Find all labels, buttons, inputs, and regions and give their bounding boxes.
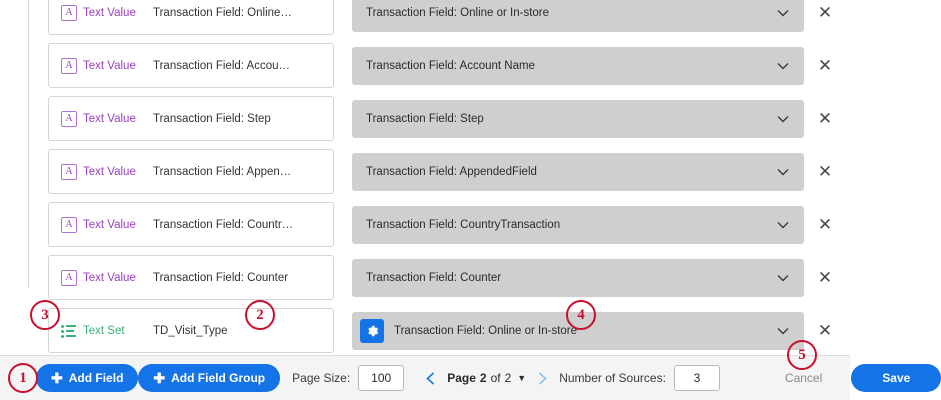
previous-page-icon[interactable] (426, 372, 435, 385)
field-definition-card[interactable] (48, 202, 334, 247)
field-name-label: Transaction Field: Online… (153, 6, 292, 19)
field-type-label: Text Value (83, 165, 136, 178)
mapping-value: Transaction Field: AppendedField (366, 165, 537, 178)
text-set-icon (61, 323, 77, 339)
mapping-dropdown[interactable] (352, 206, 804, 244)
sources-label: Number of Sources: (559, 371, 666, 385)
page-word: Page (447, 371, 476, 385)
text-value-icon: A (61, 270, 77, 286)
mapping-dropdown[interactable] (352, 0, 804, 32)
field-type (49, 5, 153, 21)
field-definition-card[interactable] (48, 0, 334, 35)
field-type (49, 217, 153, 233)
mapping-dropdown[interactable] (352, 259, 804, 297)
field-type (49, 58, 153, 74)
field-type-label: Text Value (83, 59, 136, 72)
chevron-down-icon[interactable] (772, 62, 794, 70)
table-row[interactable] (0, 39, 850, 92)
table-row[interactable] (0, 145, 850, 198)
annotation-marker-4: 4 (566, 300, 596, 330)
field-type-label: Text Value (83, 6, 136, 19)
field-type (49, 164, 153, 180)
plus-icon: ✚ (51, 370, 63, 386)
chevron-down-icon[interactable] (772, 115, 794, 123)
annotation-marker-3: 3 (30, 300, 60, 330)
field-type (49, 111, 153, 127)
page-size-input[interactable] (358, 365, 404, 391)
table-row[interactable] (0, 0, 850, 39)
field-name-label: Transaction Field: Step (153, 112, 271, 125)
mapping-value: Transaction Field: Step (366, 112, 484, 125)
chevron-down-icon[interactable] (772, 9, 794, 17)
chevron-down-icon[interactable] (772, 274, 794, 282)
field-definition-card[interactable] (48, 255, 334, 300)
annotation-marker-1: 1 (8, 363, 38, 393)
mapping-value: Transaction Field: Online or In-store (366, 6, 550, 19)
mapping-value: Transaction Field: CountryTransaction (366, 218, 561, 231)
table-row[interactable] (0, 304, 850, 357)
field-type (49, 323, 153, 339)
add-field-group-button[interactable] (138, 364, 280, 392)
field-type (49, 270, 153, 286)
text-value-icon: A (61, 217, 77, 233)
remove-row-button[interactable]: ✕ (817, 321, 833, 340)
text-value-icon: A (61, 164, 77, 180)
chevron-down-icon[interactable] (772, 168, 794, 176)
remove-row-button[interactable]: ✕ (817, 162, 833, 181)
field-name-label: Transaction Field: Accou… (153, 59, 290, 72)
remove-row-button[interactable]: ✕ (817, 109, 833, 128)
chevron-down-icon[interactable] (772, 221, 794, 229)
add-field-group-label: Add Field Group (171, 371, 266, 385)
remove-row-button[interactable]: ✕ (817, 56, 833, 75)
remove-row-button[interactable]: ✕ (817, 3, 833, 22)
plus-icon: ✚ (153, 370, 166, 386)
page-total: 2 (504, 371, 512, 385)
gear-icon[interactable] (360, 319, 384, 343)
page-current: 2 (479, 371, 487, 385)
table-row[interactable] (0, 198, 850, 251)
field-name-label: Transaction Field: Counter (153, 271, 289, 284)
remove-row-button[interactable]: ✕ (817, 268, 833, 287)
field-definition-card[interactable] (48, 96, 334, 141)
table-row[interactable] (0, 251, 850, 304)
field-name-label: Transaction Field: Appen… (153, 165, 292, 178)
mapping-value: Transaction Field: Counter (366, 271, 502, 284)
footer-toolbar (0, 355, 911, 400)
save-button[interactable]: Save (851, 364, 941, 392)
remove-row-button[interactable]: ✕ (817, 215, 833, 234)
mapping-dropdown[interactable] (352, 100, 804, 138)
mapping-dropdown[interactable] (352, 153, 804, 191)
annotation-marker-5: 5 (787, 340, 817, 370)
cancel-button[interactable]: Cancel (768, 364, 839, 392)
chevron-down-icon[interactable]: ▼ (517, 373, 527, 383)
annotation-marker-2: 2 (245, 300, 275, 330)
add-field-button[interactable] (36, 364, 138, 392)
field-type-label: Text Value (83, 112, 136, 125)
field-type-label: Text Set (83, 324, 125, 337)
mapping-value: Transaction Field: Online or In-store (394, 324, 578, 337)
field-definition-card[interactable] (48, 149, 334, 194)
field-definition-card[interactable] (48, 43, 334, 88)
mapping-value: Transaction Field: Account Name (366, 59, 535, 72)
text-value-icon: A (61, 58, 77, 74)
field-definition-card[interactable] (48, 308, 334, 353)
field-name-label: TD_Visit_Type (153, 324, 228, 337)
field-name-label: Transaction Field: Countr… (153, 218, 294, 231)
mapping-dropdown[interactable] (352, 47, 804, 85)
page-indicator[interactable] (447, 371, 526, 385)
field-type-label: Text Value (83, 218, 136, 231)
page-size-label: Page Size: (292, 371, 351, 385)
pagination (426, 371, 547, 385)
next-page-icon[interactable] (538, 372, 547, 385)
field-type-label: Text Value (83, 271, 136, 284)
text-value-icon: A (61, 5, 77, 21)
add-field-label: Add Field (68, 371, 124, 385)
page-of-word: of (490, 371, 501, 385)
text-value-icon: A (61, 111, 77, 127)
table-row[interactable] (0, 92, 850, 145)
chevron-down-icon[interactable] (772, 327, 794, 335)
sources-input[interactable] (674, 365, 720, 391)
